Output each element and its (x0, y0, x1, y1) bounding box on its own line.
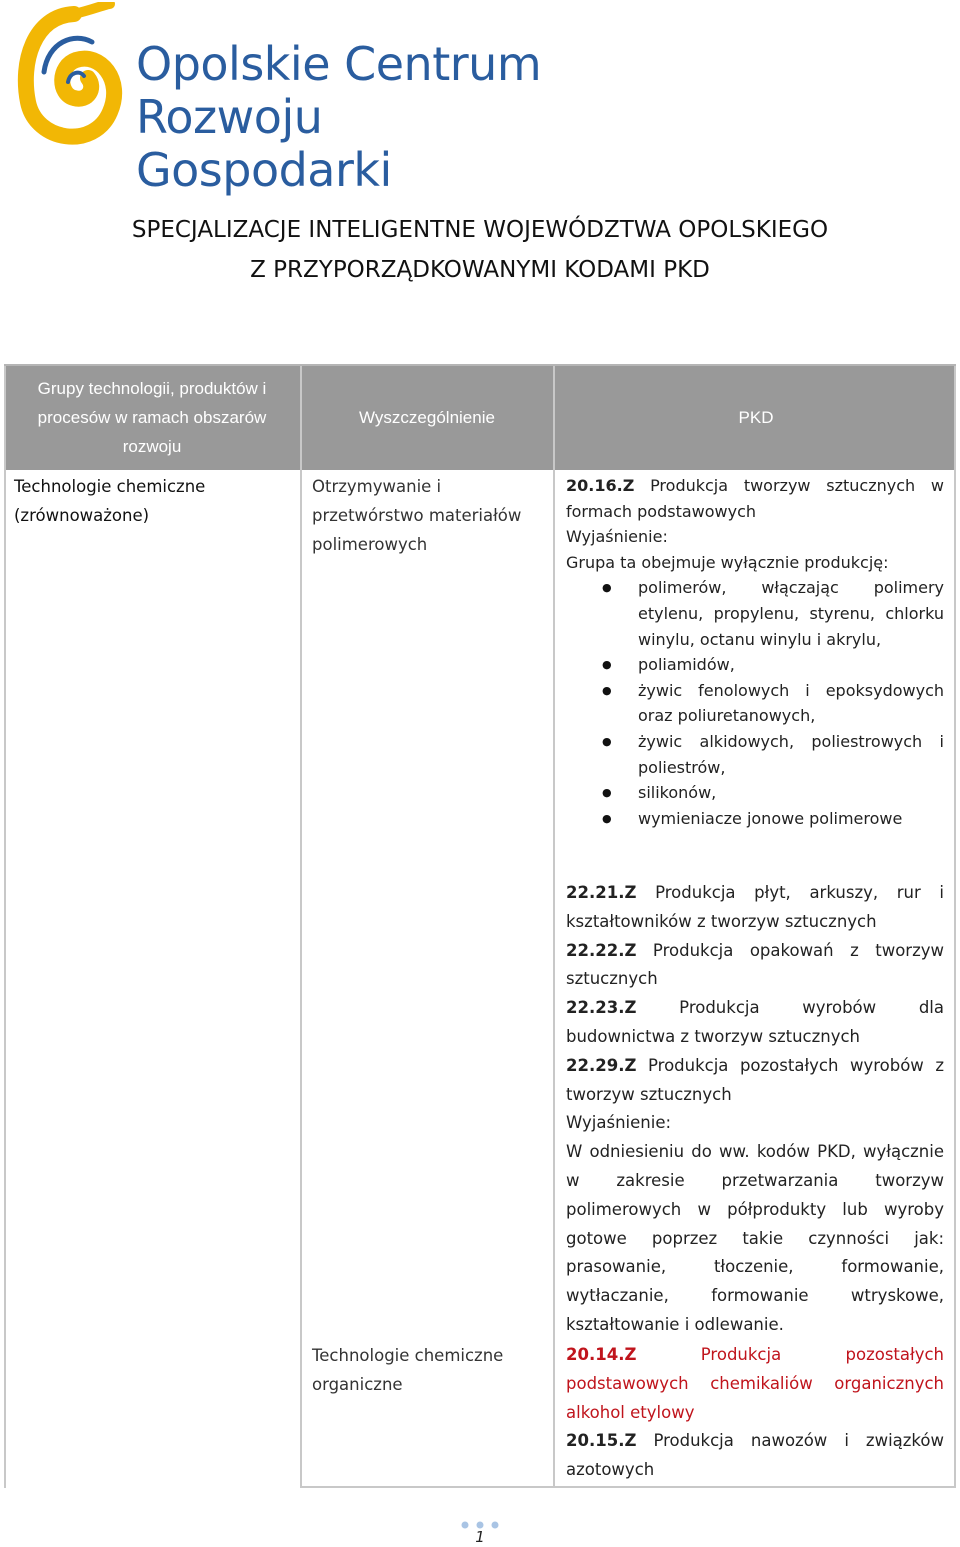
explanation-label: Wyjaśnienie: (566, 527, 668, 547)
list-item: ● wymieniacze jonowe polimerowe (566, 806, 944, 832)
list-item: ● żywic fenolowych i epoksydowych oraz poliuretanowych, (566, 678, 944, 729)
logo-line-1: Opolskie Centrum (136, 37, 542, 91)
pkd-code: 22.29.Z (566, 1055, 637, 1075)
pkd-code: 22.22.Z (566, 940, 637, 960)
pkd-code-text: Produkcja tworzyw sztucznych w formach podstawowych (566, 476, 944, 521)
detail-polimery: Otrzymywanie i przetwórstwo materiałów polimerowych (312, 477, 522, 554)
pkd-code: 20.14.Z (566, 1345, 637, 1364)
list-item: ● polimerów, włączając polimery etylenu, propylenu, styrenu, chlorku winylu, octanu winylu i akrylu, (566, 575, 944, 652)
logo-line-2: Rozwoju Gospodarki (136, 90, 392, 197)
logo-text (136, 38, 574, 197)
list-item: ● żywic alkidowych, poliestrowych i poliestrów, (566, 729, 944, 780)
pkd-code-text: Produkcja opakowań z tworzyw sztucznych (566, 940, 944, 989)
pkd-code: 20.15.Z (566, 1431, 637, 1451)
logo (14, 2, 574, 197)
explanation-label: Wyjaśnienie: (566, 1113, 672, 1133)
pkd-code-text: Produkcja pozostałych wyrobów z tworzyw sztucznych (566, 1055, 944, 1104)
pkd-code: 22.23.Z (566, 998, 637, 1018)
page-number: 1 (475, 1528, 485, 1546)
pkd-code-text: Produkcja pozostałych podstawowych chemikaliów organicznych alkohol etylowy (566, 1345, 944, 1422)
bullet-list (566, 575, 944, 831)
document-title (0, 210, 960, 290)
pkd-code-text: Produkcja wyrobów dla budownictwa z tworzyw sztucznych (566, 998, 945, 1046)
explanation-intro: Grupa ta obejmuje wyłącznie produkcję: (566, 552, 889, 572)
pkd-code-text: Produkcja płyt, arkuszy, rur i kształtowników z tworzyw sztucznych (566, 883, 945, 931)
border-left (4, 364, 6, 1488)
detail-organiczne: Technologie chemiczne organiczne (312, 1346, 504, 1394)
list-item: ● silikonów, (566, 780, 944, 806)
border-bottom (300, 1486, 956, 1488)
group-technologie-chemiczne: Technologie chemiczne (zrównoważone) (14, 477, 206, 525)
pkd-code-text: Produkcja nawozów i związków azotowych (566, 1431, 944, 1480)
header-details: Wyszczególnienie (359, 407, 495, 427)
pkd-block-22 (566, 879, 944, 1340)
explanation-text: W odniesieniu do ww. kodów PKD, wyłącznie w zakresie przetwarzania tworzyw polimerowych w półprodukty lub wyroby gotowe poprzez takie czynności jak: prasowanie, tłoczenie, formowanie, wytłaczanie, formowanie wtryskowe, kształtowanie i odlewanie. (566, 1142, 944, 1334)
list-item: ● poliamidów, (566, 652, 944, 678)
logo-swirl-icon (14, 2, 134, 152)
header-pkd: PKD (738, 407, 774, 427)
border-col3 (553, 364, 555, 1488)
header-groups: Grupy technologii, produktów i procesów w ramach obszarów rozwoju (37, 378, 267, 456)
pkd-code: 22.21.Z (566, 883, 637, 902)
border-col2 (300, 364, 302, 1488)
border-top (4, 364, 956, 366)
pkd-block-20-16 (566, 473, 944, 831)
title-line-1: SPECJALIZACJE INTELIGENTNE WOJEWÓDZTWA OPOLSKIEGO (131, 217, 829, 243)
pkd-block-20-14 (566, 1341, 944, 1485)
border-right (954, 364, 956, 1488)
pkd-code: 20.16.Z (566, 476, 635, 495)
title-line-2: Z PRZYPORZĄDKOWANYMI KODAMI PKD (250, 257, 710, 283)
